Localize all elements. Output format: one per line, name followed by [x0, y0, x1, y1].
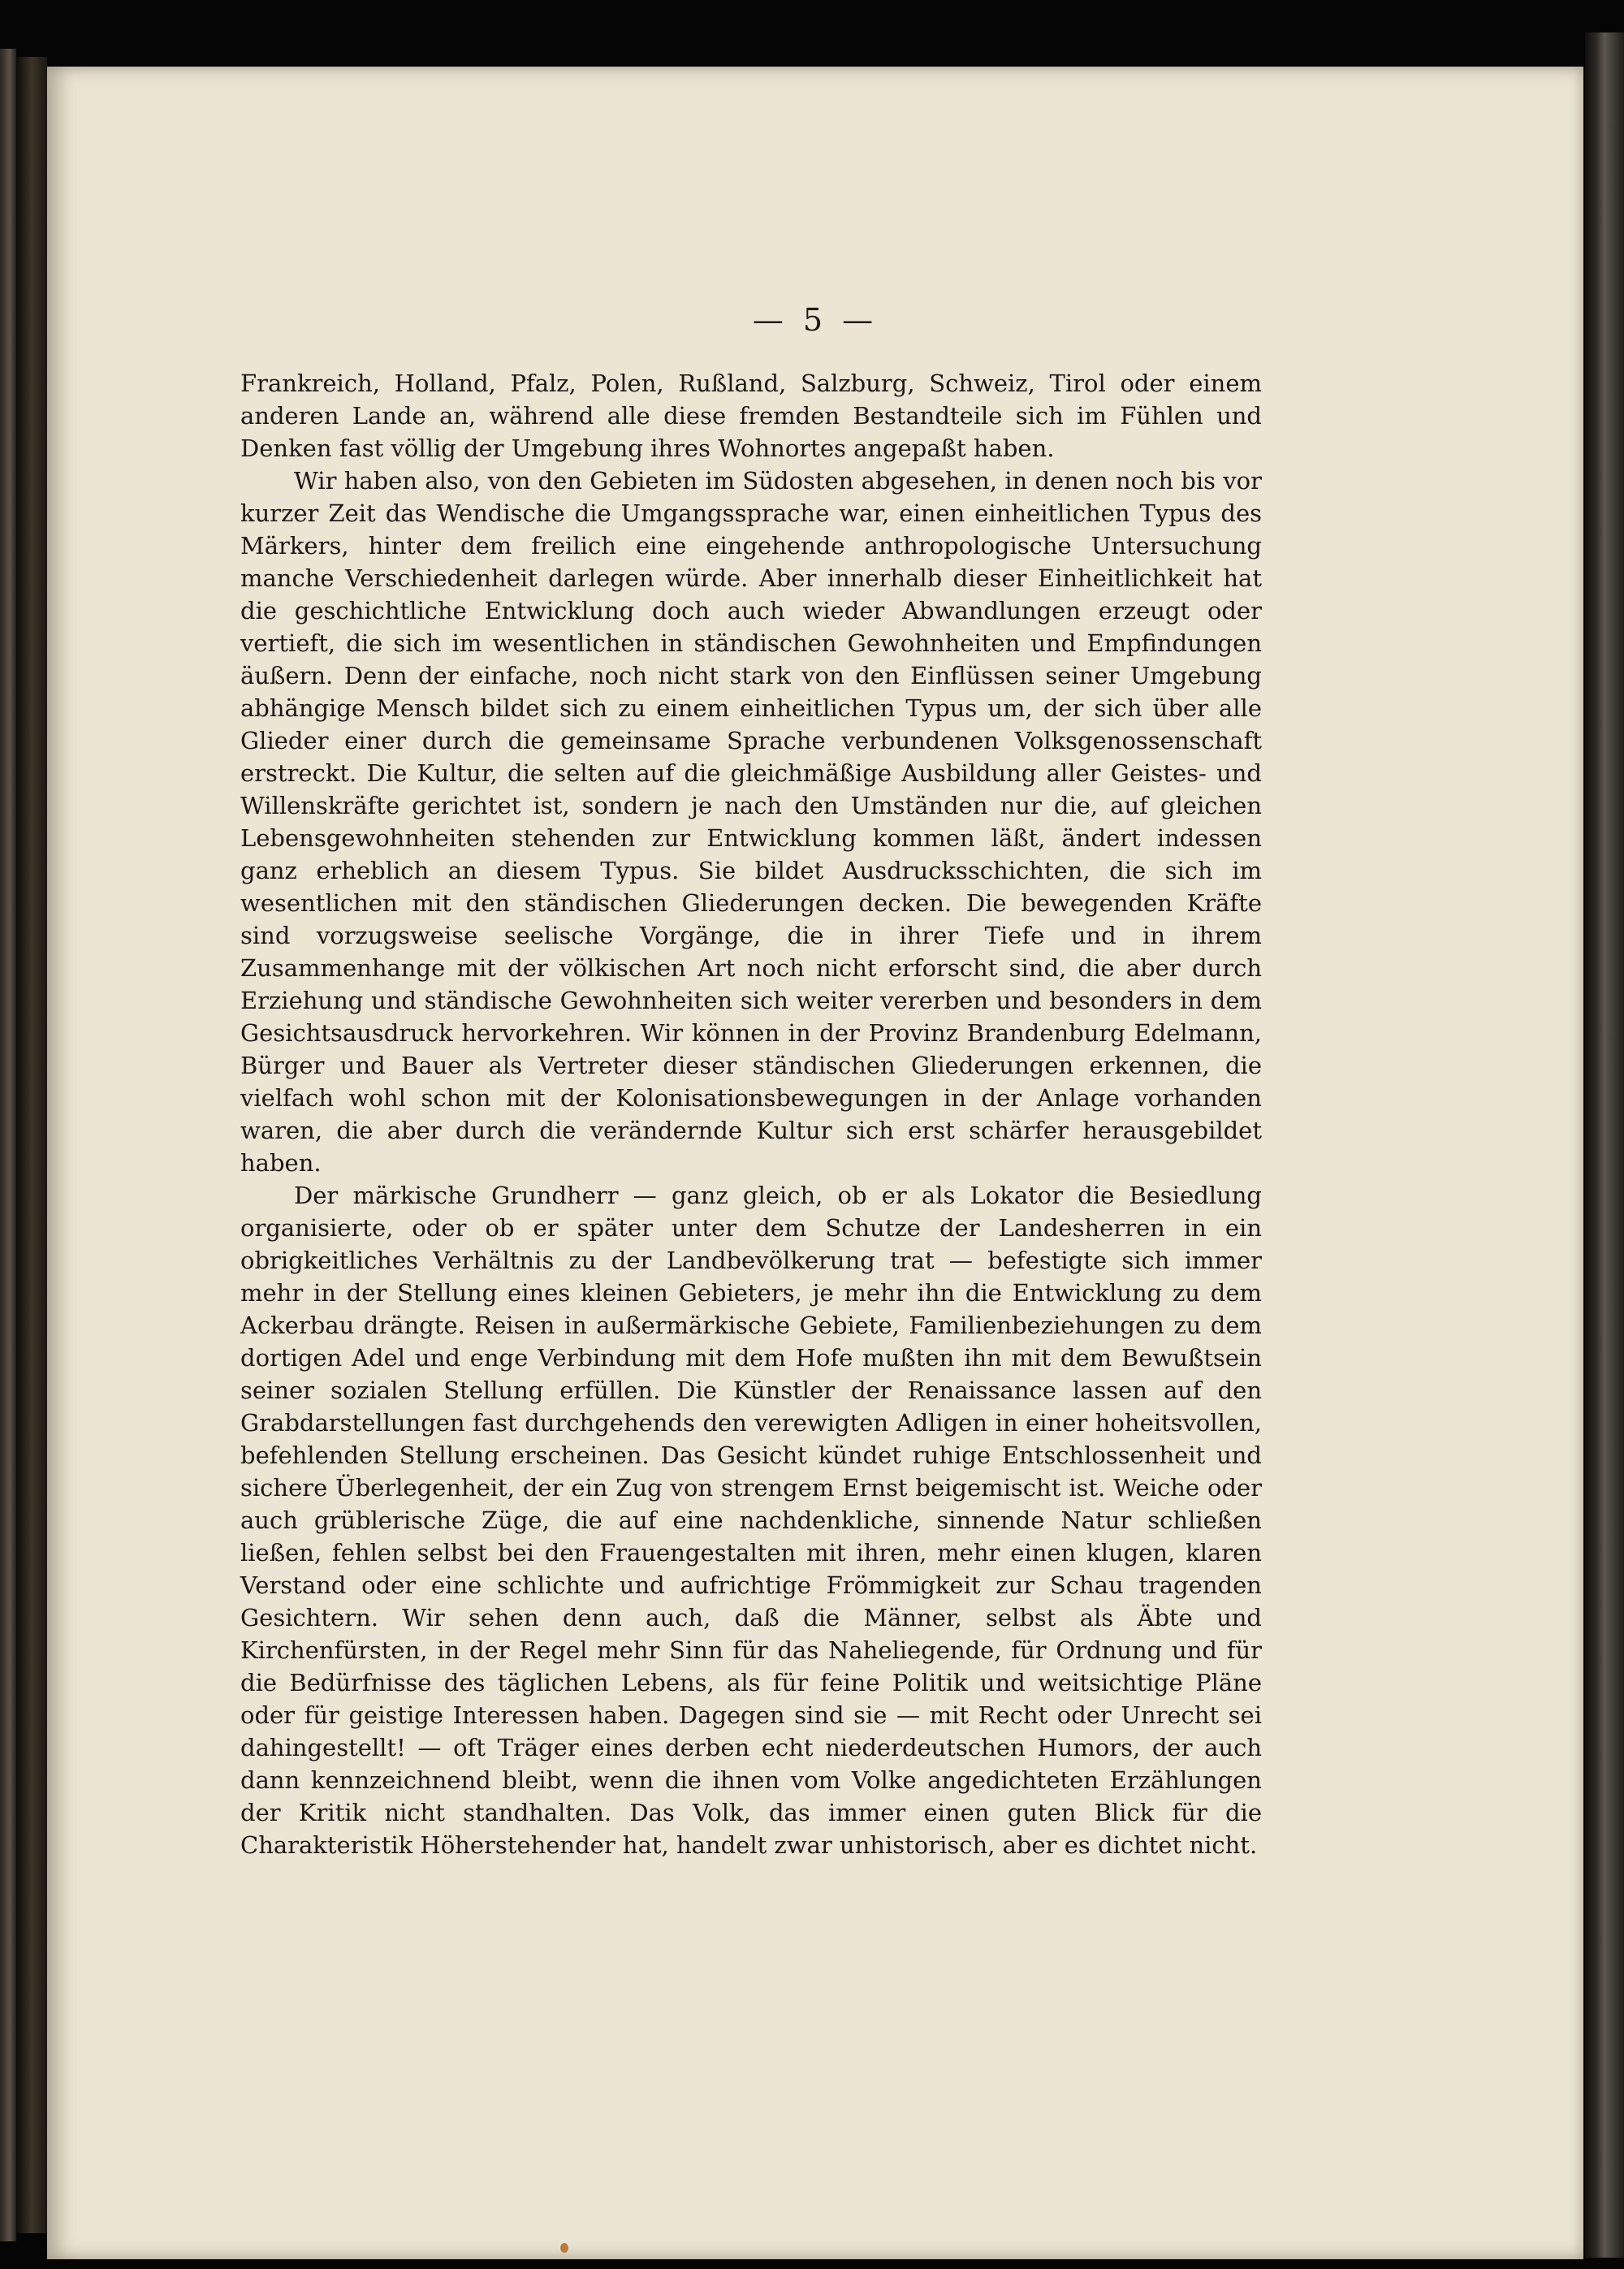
book-cover-edge [1585, 32, 1624, 2258]
page-number: — 5 — [752, 302, 879, 338]
paragraph-continuation: Frankreich, Holland, Pfalz, Polen, Rußland, Salzburg, Schweiz, Tirol oder einem anderen Lande an, während alle diese fremden Bestandteile sich im Fühlen und Denken fast völlig der Umgebung ihres Wohnortes angepaßt haben. [240, 370, 1262, 462]
book-spine [16, 57, 47, 2233]
body-text [240, 367, 1262, 1861]
paragraph: Wir haben also, von den Gebieten im Südosten abgesehen, in denen noch bis vor kurzer Zeit das Wendische die Umgangssprache war, einen einheitlichen Typus des Märkers, hinter dem freilich eine eingehende anthropologische Untersuchung manche Verschiedenheit darlegen würde. Aber innerhalb dieser Einheitlichkeit hat die geschichtliche Entwicklung doch auch wieder Abwandlungen erzeugt oder vertieft, die sich im wesentlichen in ständischen Gewohnheiten und Empfindungen äußern. Denn der einfache, noch nicht stark von den Einflüssen seiner Umgebung abhängige Mensch bildet sich zu einem einheitlichen Typus um, der sich über alle Glieder einer durch die gemeinsame Sprache verbundenen Volksgenossenschaft erstreckt. Die Kultur, die selten auf die gleichmäßige Ausbildung aller Geistes- und Willenskräfte gerichtet ist, sondern je nach den Umständen nur die, auf gleichen Lebensgewohnheiten stehenden zur Entwicklung kommen läßt, ändert indessen ganz erheblich an diesem Typus. Sie bildet Ausdrucksschichten, die sich im wesentlichen mit den ständischen Gliederungen decken. Die bewegenden Kräfte sind vorzugsweise seelische Vorgänge, die in ihrer Tiefe und in ihrem Zusammenhange mit der völkischen Art noch nicht erforscht sind, die aber durch Erziehung und ständische Gewohnheiten sich weiter vererben und besonders in dem Gesichtsausdruck hervorkehren. Wir können in der Provinz Brandenburg Edelmann, Bürger und Bauer als Vertreter dieser ständischen Gliederungen erkennen, die vielfach wohl schon mit der Kolonisationsbewegungen in der Anlage vorhanden waren, die aber durch die verändernde Kultur sich erst schärfer herausgebildet haben. [240, 467, 1262, 1177]
previous-page-edge [0, 49, 16, 2241]
book-page [47, 67, 1583, 2259]
ink-spot [560, 2243, 568, 2253]
paragraph: Der märkische Grundherr — ganz gleich, ob er als Lokator die Besiedlung organisierte, oder ob er später unter dem Schutze der Landesherren in ein obrigkeitliches Verhältnis zu der Landbevölkerung trat — befestigte sich immer mehr in der Stellung eines kleinen Gebieters, je mehr ihn die Entwicklung zu dem Ackerbau drängte. Reisen in außermärkische Gebiete, Familienbeziehungen zu dem dortigen Adel und enge Verbindung mit dem Hofe mußten ihn mit dem Bewußtsein seiner sozialen Stellung erfüllen. Die Künstler der Renaissance lassen auf den Grabdarstellungen fast durchgehends den verewigten Adligen in einer hoheitsvollen, befehlenden Stellung erscheinen. Das Gesicht kündet ruhige Entschlossenheit und sichere Überlegenheit, der ein Zug von strengem Ernst beigemischt ist. Weiche oder auch grüblerische Züge, die auf eine nachdenkliche, sinnende Natur schließen ließen, fehlen selbst bei den Frauengestalten mit ihren, mehr einen klugen, klaren Verstand oder eine schlichte und aufrichtige Frömmigkeit zur Schau tragenden Gesichtern. Wir sehen denn auch, daß die Männer, selbst als Äbte und Kirchenfürsten, in der Regel mehr Sinn für das Naheliegende, für Ordnung und für die Bedürfnisse des täglichen Lebens, als für feine Politik und weitsichtige Pläne oder für geistige Interessen haben. Dagegen sind sie — mit Recht oder Unrecht sei dahingestellt! — oft Träger eines derben echt niederdeutschen Humors, der auch dann kennzeichnend bleibt, wenn die ihnen vom Volke angedichteten Erzählungen der Kritik nicht standhalten. Das Volk, das immer einen guten Blick für die Charakteristik Höherstehender hat, handelt zwar unhistorisch, aber es dichtet nicht. [240, 1182, 1262, 1859]
